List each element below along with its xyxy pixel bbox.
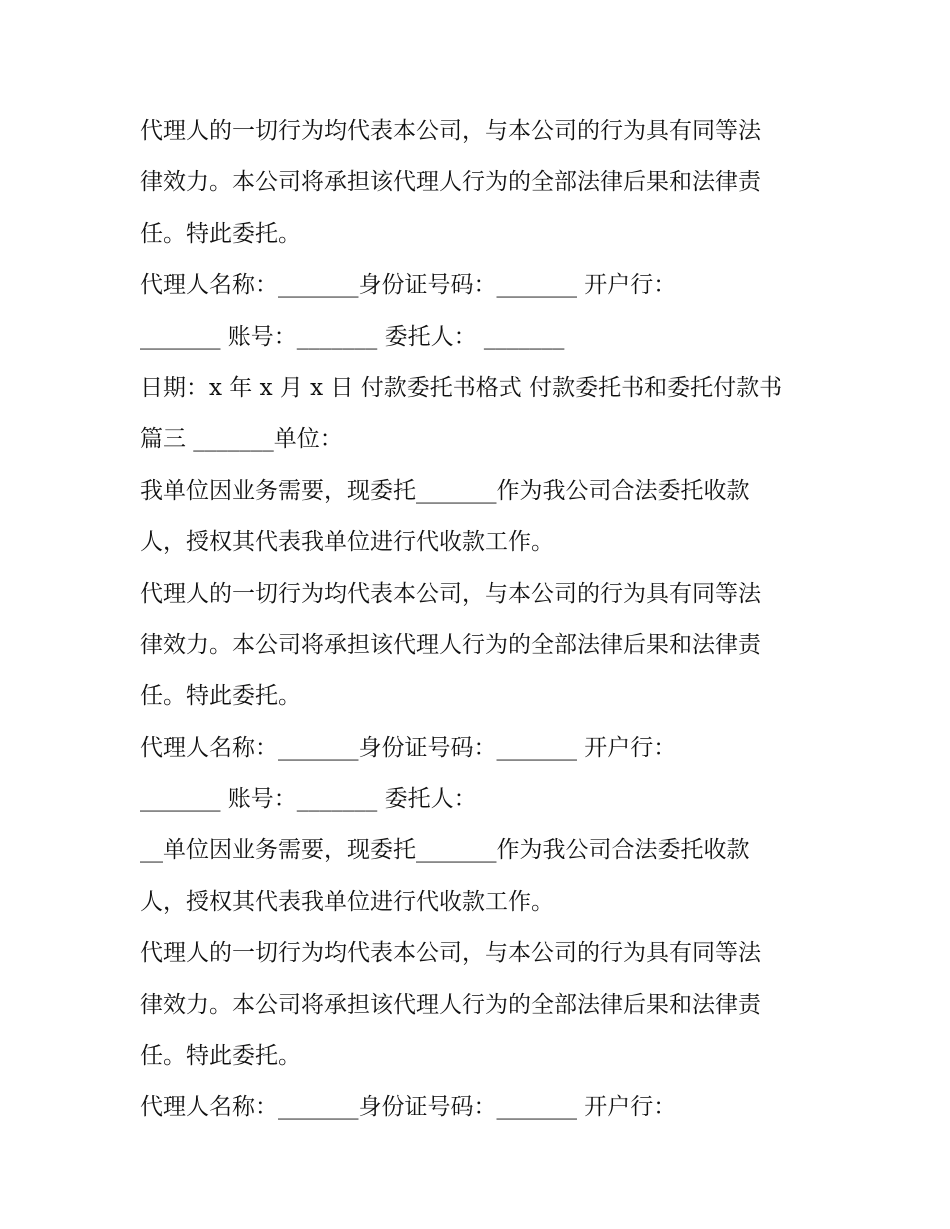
text-line: _______ 账号：_______ 委托人： _______ xyxy=(140,323,565,350)
text-line: 任。特此委托。 xyxy=(140,220,301,247)
text-line: 代理人名称：_______身份证号码：_______ 开户行： xyxy=(140,1094,677,1121)
text-line: __单位因业务需要，现委托_______作为我公司合法委托收款 xyxy=(140,837,750,864)
text-line: 篇三 _______单位： xyxy=(140,426,343,453)
text-line: 代理人的一切行为均代表本公司，与本公司的行为具有同等法 xyxy=(140,580,761,607)
text-line: 律效力。本公司将承担该代理人行为的全部法律后果和法律责 xyxy=(140,631,761,658)
text-line: 人，授权其代表我单位进行代收款工作。 xyxy=(140,529,554,556)
text-line: 人，授权其代表我单位进行代收款工作。 xyxy=(140,888,554,915)
text-line: _______ 账号：_______ 委托人： xyxy=(140,786,477,813)
text-line: 任。特此委托。 xyxy=(140,683,301,710)
text-line: 日期：x 年 x 月 x 日 付款委托书格式 付款委托书和委托付款书 xyxy=(140,374,783,401)
text-line: 代理人名称：_______身份证号码：_______ 开户行： xyxy=(140,272,677,299)
text-line: 我单位因业务需要，现委托_______作为我公司合法委托收款 xyxy=(140,477,750,504)
text-line: 代理人的一切行为均代表本公司，与本公司的行为具有同等法 xyxy=(140,940,761,967)
text-line: 代理人的一切行为均代表本公司，与本公司的行为具有同等法 xyxy=(140,118,761,144)
text-line: 代理人名称：_______身份证号码：_______ 开户行： xyxy=(140,734,677,761)
text-line: 律效力。本公司将承担该代理人行为的全部法律后果和法律责 xyxy=(140,169,761,196)
document-body xyxy=(140,106,830,1134)
text-line: 任。特此委托。 xyxy=(140,1043,301,1070)
text-line: 律效力。本公司将承担该代理人行为的全部法律后果和法律责 xyxy=(140,991,761,1018)
